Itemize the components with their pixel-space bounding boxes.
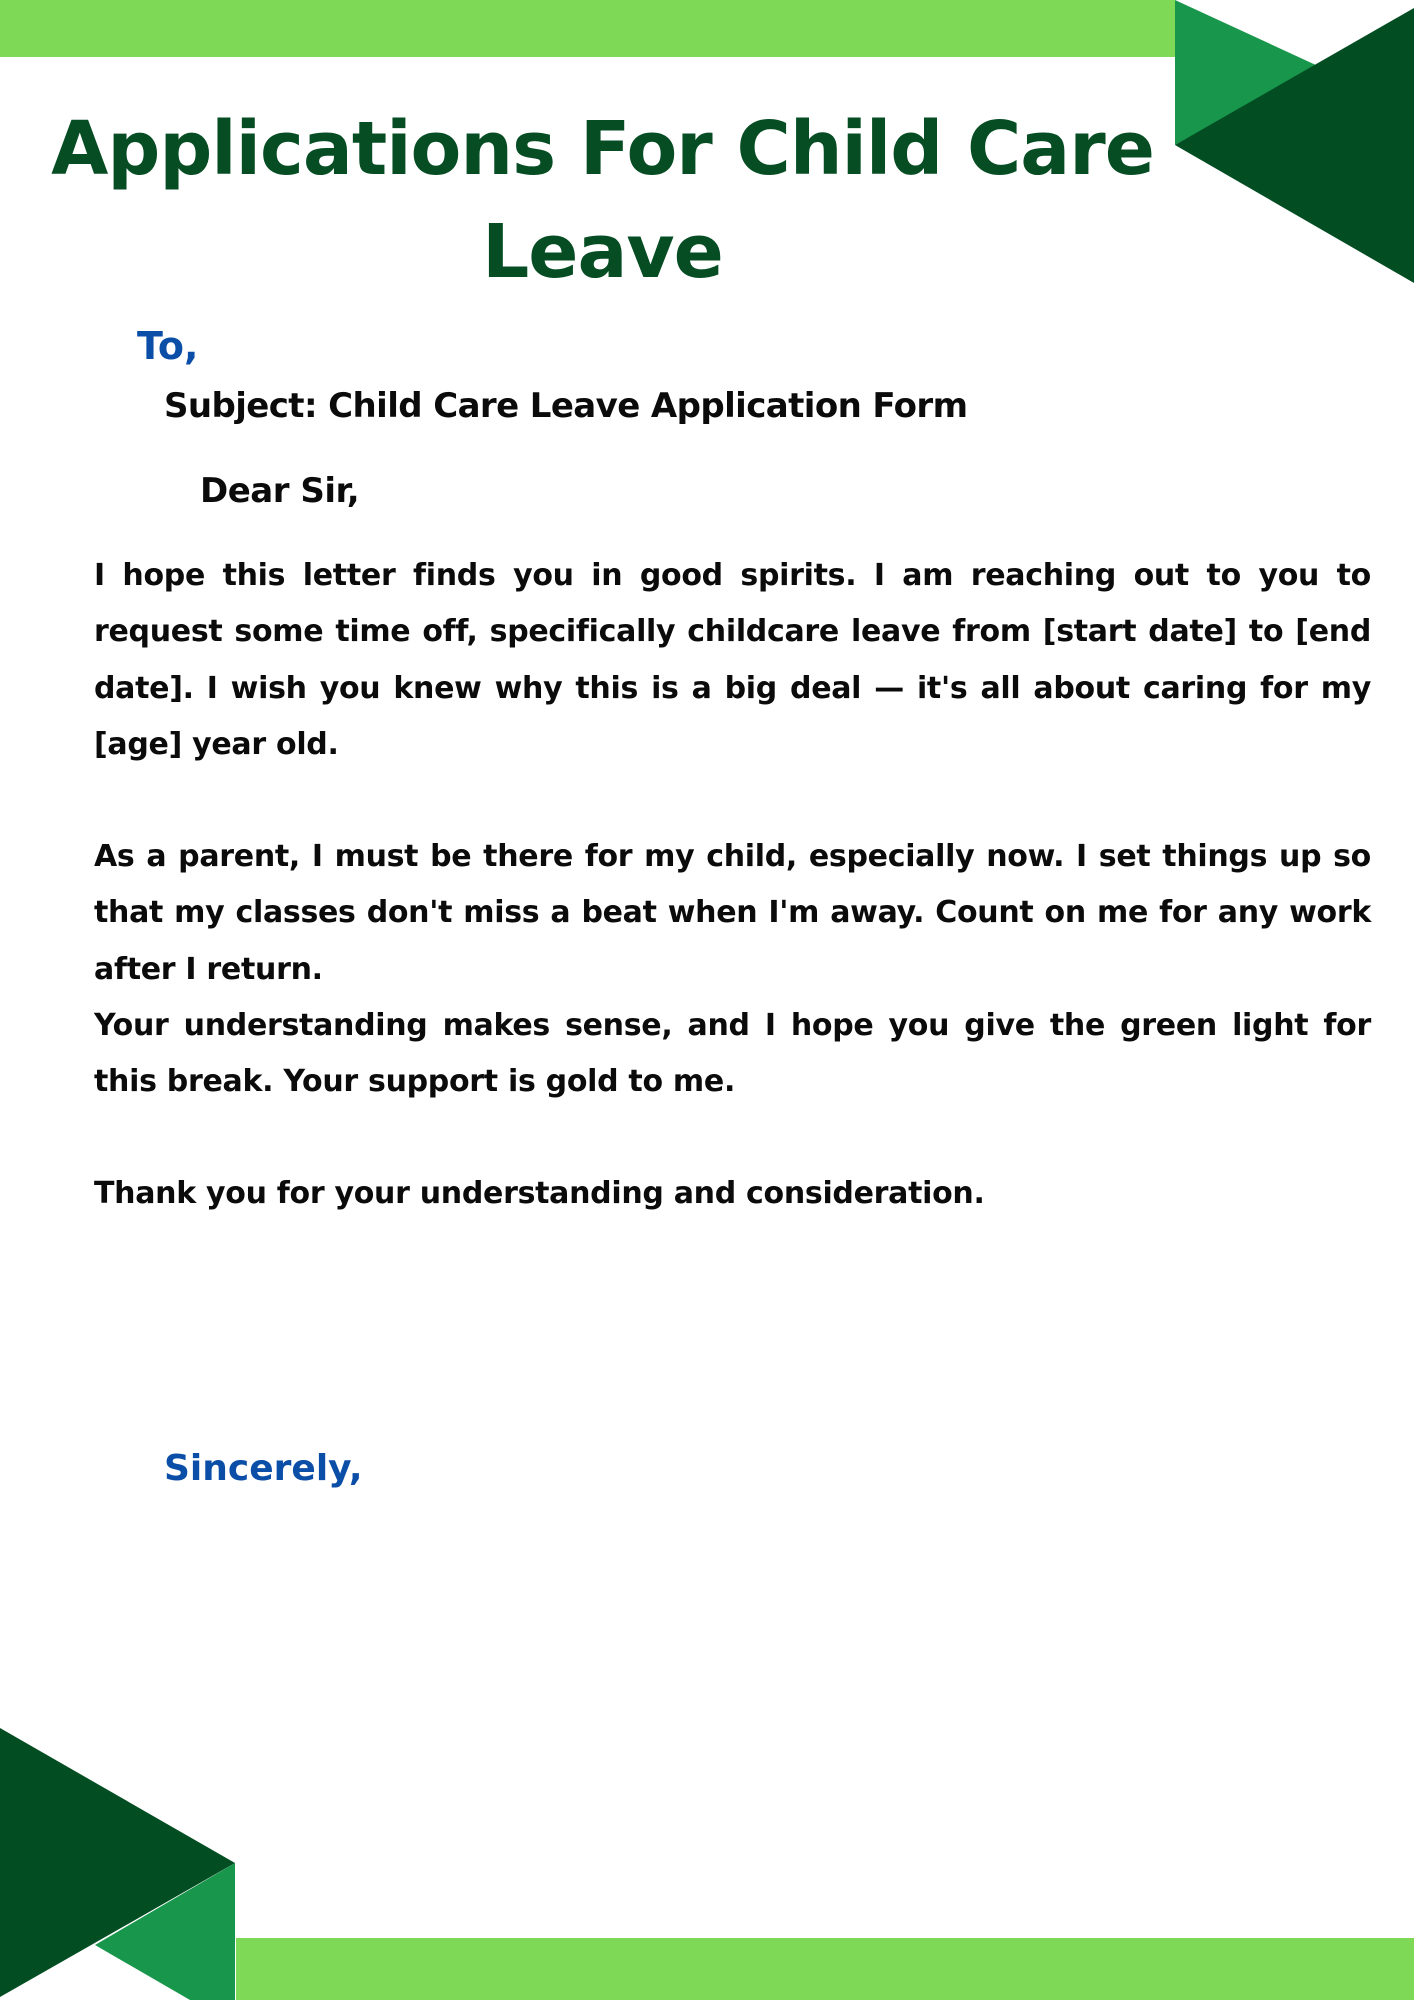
recipient-label: To, [137,324,199,368]
closing-signoff: Sincerely, [164,1448,363,1489]
top-right-dark-triangle [1175,8,1414,283]
bottom-left-dark-triangle [0,1728,235,1997]
top-green-bar [0,0,1175,57]
bottom-left-medium-triangle [95,1863,235,2000]
bottom-green-bar [236,1938,1414,2000]
body-paragraph-3: Your understanding makes sense, and I hope you give the green light for this break. Your support is gold to me. [94,1007,1371,1100]
salutation: Dear Sir, [200,471,360,511]
subject-line: Subject: Child Care Leave Application Form [164,386,968,426]
page-title: Applications For Child Care Leave [51,106,1154,295]
body-paragraph-group [94,829,1371,1110]
thank-you-line: Thank you for your understanding and consideration. [94,1176,985,1211]
body-paragraph-2: As a parent, I must be there for my child, especially now. I set things up so that my classes don't miss a beat when I'm away. Count on me for any work after I return. [94,839,1371,987]
body-paragraph-1: I hope this letter finds you in good spirits. I am reaching out to you to request some time off, specifically childcare leave from [start date] to [end date]. I wish you knew why this is a big deal — it's all about caring for my [age] year old. [94,558,1371,762]
